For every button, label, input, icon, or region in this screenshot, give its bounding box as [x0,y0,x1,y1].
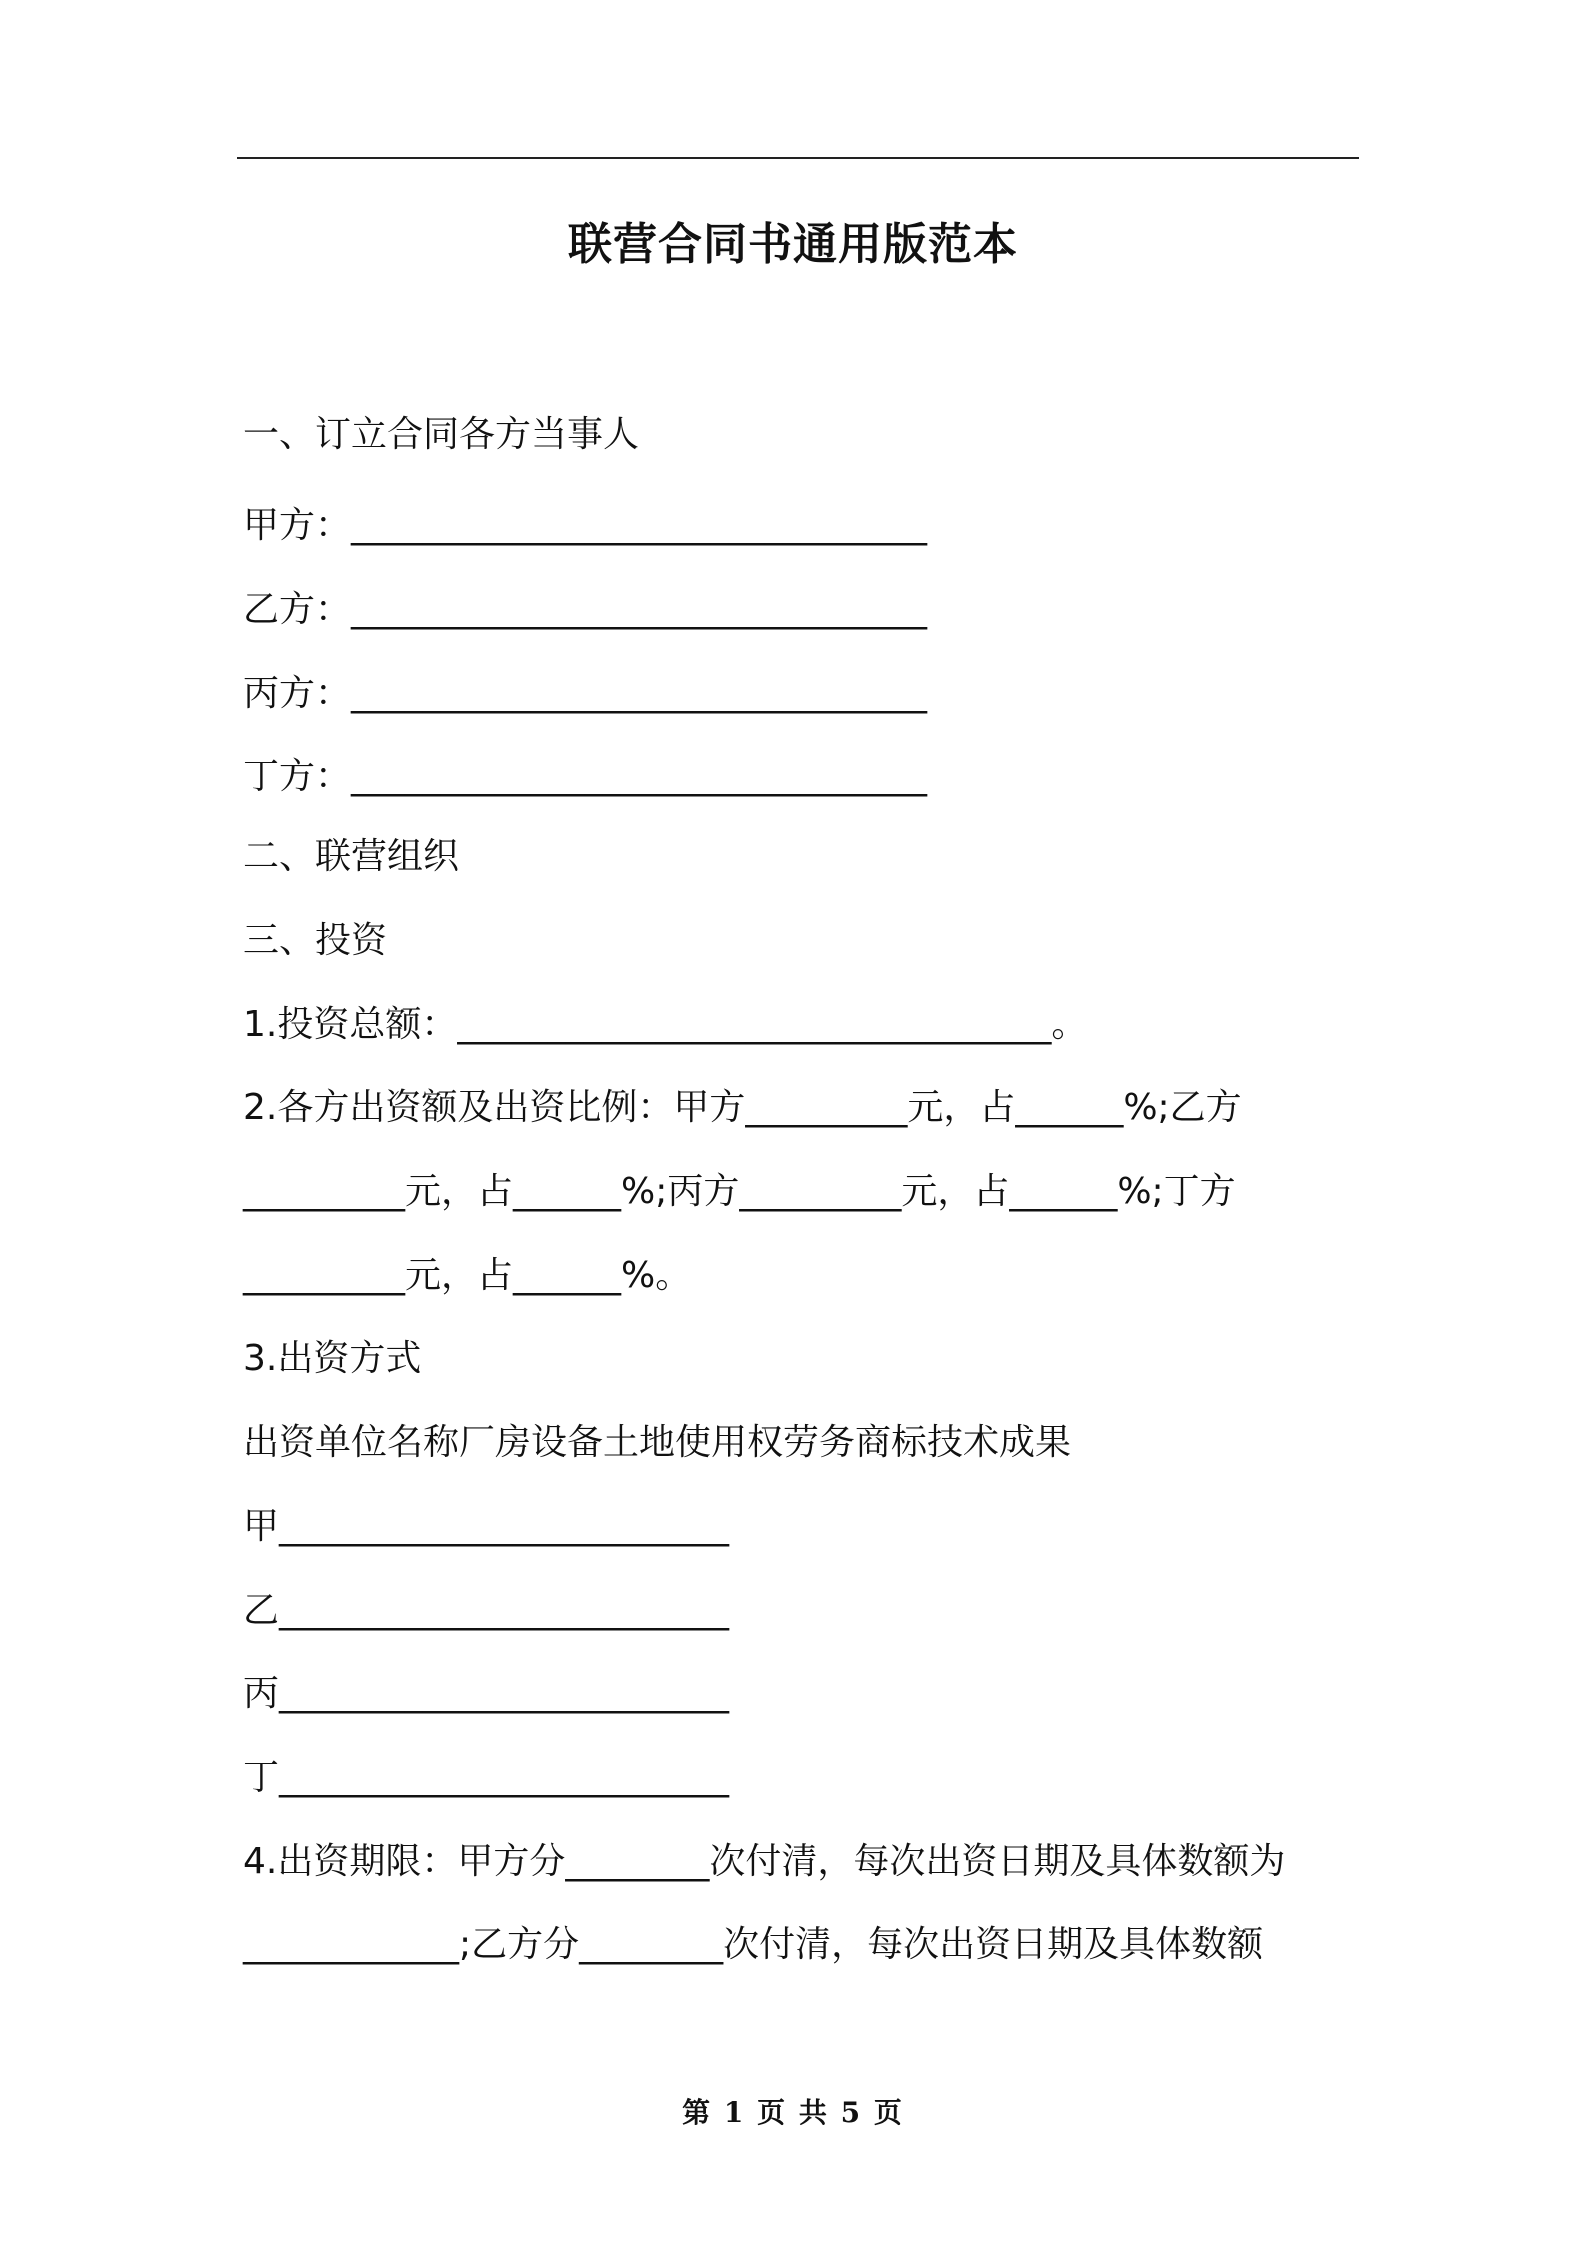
header-rule [237,157,1359,159]
investment-total-line: 1.投资总额：_________________________________。 [243,1004,1088,1045]
contribution-method-heading: 3.出资方式 [243,1338,422,1379]
party-c-line: 丙方：________________________________ [243,673,928,714]
contribution-ratio-line-3: _________元，占______%。 [243,1255,692,1296]
section-heading-organization: 二、联营组织 [243,836,460,877]
page-number: 第 1 页 共 5 页 [682,2096,904,2129]
party-b-line: 乙方：________________________________ [243,589,928,630]
contribution-ratio-line-1: 2.各方出资额及出资比例：甲方_________元，占______%;乙方 [243,1087,1242,1128]
contribution-term-line-2: ____________;乙方分________次付清，每次出资日期及具体数额 [243,1924,1264,1965]
section-heading-parties: 一、订立合同各方当事人 [243,414,640,455]
contribution-method-columns: 出资单位名称厂房设备土地使用权劳务商标技术成果 [243,1422,1072,1463]
party-d-line: 丁方：________________________________ [243,756,928,797]
contribution-ratio-line-2: _________元，占______%;丙方_________元，占______%;丁方 [243,1171,1236,1212]
method-row-c: 丙_________________________ [243,1673,729,1714]
document-title: 联营合同书通用版范本 [568,219,1018,270]
method-row-a: 甲_________________________ [243,1506,729,1547]
contribution-term-line-1: 4.出资期限：甲方分________次付清，每次出资日期及具体数额为 [243,1841,1286,1882]
section-heading-investment: 三、投资 [243,920,388,961]
method-row-d: 丁_________________________ [243,1757,729,1798]
party-a-line: 甲方：________________________________ [243,505,928,546]
method-row-b: 乙_________________________ [243,1590,729,1631]
